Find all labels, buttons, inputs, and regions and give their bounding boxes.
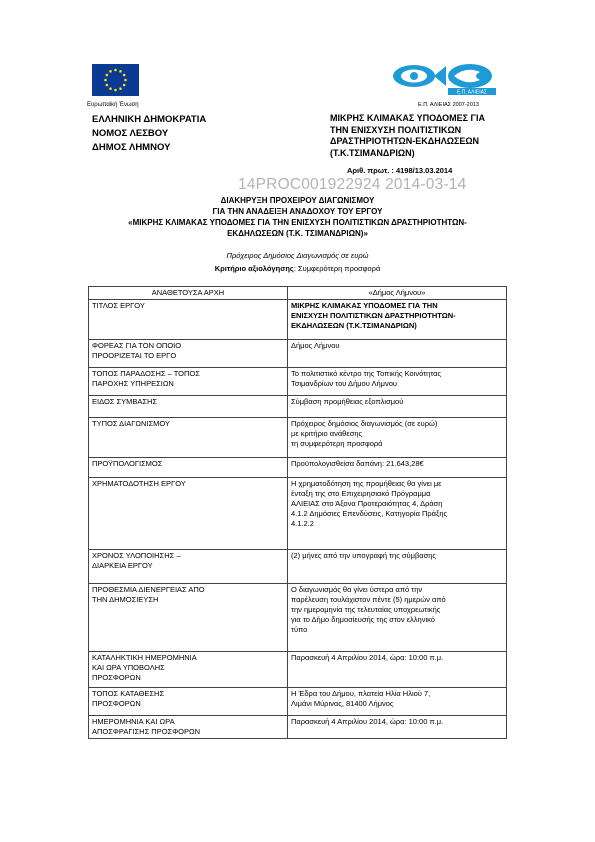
row-value-cell [288, 584, 507, 652]
row-value-line: Παρασκευή 4 Απριλίου 2014, ώρα: 10:00 π.μ. [291, 717, 444, 726]
tender-details-table [88, 286, 507, 739]
row-label-cell [89, 396, 288, 418]
logo-text: Ε.Π. ΑΛΙΕΙΑΣ [456, 89, 488, 96]
issuer-block [92, 113, 206, 155]
row-value-line: ΑΛΙΕΙΑΣ στο Άξονα Προτεραιότητας 4, Δράση [291, 499, 443, 508]
row-value-line: Τσιμανδρίων του Δήμου Λήμνου [291, 379, 398, 388]
row-value-cell [288, 396, 507, 418]
eu-star-icon [106, 84, 109, 87]
row-label-cell [89, 418, 288, 458]
header-label-cell: ΑΝΑΘΕΤΟΥΣΑ ΑΡΧΗ [89, 287, 288, 300]
document-title [90, 195, 505, 239]
table-row [89, 478, 507, 550]
project-title-line: ΤΗΝ ΕΝΙΣΧΥΣΗ ΠΟΛΙΤΙΣΤΙΚΩΝ [330, 124, 462, 135]
row-label-cell [89, 550, 288, 584]
row-value-line: Ο διαγωνισμός θα γίνει ύστερα από την [291, 585, 423, 594]
row-value-cell [288, 652, 507, 688]
row-value-line: παρέλευση τουλάχιστον πέντε (5) ημερών από [291, 595, 446, 604]
table-row [89, 688, 507, 716]
eu-star-icon [109, 87, 112, 90]
row-value-line: Δήμος Λήμνου [291, 341, 340, 350]
eu-star-icon [119, 70, 122, 73]
row-value-line: με κριτήριο ανάθεσης [291, 429, 363, 438]
row-value-line: την ημερομηνία της τελευταίας υποχρεωτικής [291, 605, 441, 614]
row-label-cell [89, 584, 288, 652]
row-value-line: ΜΙΚΡΗΣ ΚΛΙΜΑΚΑΣ ΥΠΟΔΟΜΕΣ ΓΙΑ ΤΗΝ [291, 301, 438, 310]
table-header-row [89, 287, 507, 300]
table-row [89, 418, 507, 458]
row-label-cell [89, 368, 288, 396]
title-line: ΕΚΔΗΛΩΣΕΩΝ (Τ.Κ. ΤΣΙΜΑΝΔΡΙΩΝ)» [227, 229, 368, 238]
eu-stars-icon [92, 64, 139, 96]
row-value-line: Το πολιτιστικό κέντρο της Τοπικής Κοινότητας [291, 369, 442, 378]
row-label-line: ΧΡΟΝΟΣ ΥΛΟΠΟΙΗΣΗΣ – [92, 551, 181, 560]
row-label-cell [89, 652, 288, 688]
row-label-line: ΧΡΗΜΑΤΟΔΟΤΗΣΗ ΕΡΓΟΥ [92, 479, 186, 488]
title-line: ΔΙΑΚΗΡΥΞΗ ΠΡΟΧΕΙΡΟΥ ΔΙΑΓΩΝΙΣΜΟΥ [220, 196, 375, 205]
row-label-cell [89, 458, 288, 478]
row-label-line: ΕΙΔΟΣ ΣΥΜΒΑΣΗΣ [92, 397, 158, 406]
row-label-line: ΑΠΟΣΦΡΑΓΙΣΗΣ ΠΡΟΣΦΟΡΩΝ [92, 727, 201, 736]
project-title-line: ΔΡΑΣΤΗΡΙΟΤΗΤΩΝ-ΕΚΔΗΛΩΣΕΩΝ [330, 136, 480, 146]
row-value-line: 4.1.2.2 [291, 519, 314, 528]
project-title-line: (Τ.Κ.ΤΣΙΜΑΝΔΡΙΩΝ) [330, 147, 415, 158]
table-row [89, 584, 507, 652]
table-row [89, 652, 507, 688]
row-label-line: ΠΡΟΣΦΟΡΩΝ [92, 673, 141, 682]
row-value-line: Παρασκευή 4 Απριλίου 2014, ώρα: 10:00 π.μ. [291, 653, 444, 662]
project-title-block [330, 113, 530, 159]
row-value-cell [288, 550, 507, 584]
row-value-line: ΕΝΙΣΧΥΣΗ ΠΟΛΙΤΙΣΤΙΚΩΝ ΔΡΑΣΤΗΡΙΟΤΗΤΩΝ- [291, 311, 456, 320]
table-row [89, 550, 507, 584]
eu-star-icon [109, 70, 112, 73]
row-value-line: Η χρηματοδότηση της προμήθειας θα γίνει με [291, 479, 442, 488]
row-value-line: Πρόχειρος δημόσιος διαγωνισμός (σε ευρώ) [291, 419, 438, 428]
header-value-cell: «Δήμος Λήμνου» [288, 287, 507, 300]
fisheries-programme-logo [388, 62, 498, 96]
row-value-cell [288, 368, 507, 396]
eu-star-icon [124, 79, 127, 82]
row-value-cell [288, 418, 507, 458]
row-label-line: ΤΥΠΟΣ ΔΙΑΓΩΝΙΣΜΟΥ [92, 419, 170, 428]
title-line: ΓΙΑ ΤΗΝ ΑΝΑΔΕΙΞΗ ΑΝΑΔΟΧΟΥ ΤΟΥ ΕΡΓΟΥ [212, 207, 383, 216]
row-label-line: ΔΙΑΡΚΕΙΑ ΕΡΓΟΥ [92, 561, 153, 570]
eu-star-icon [114, 89, 117, 92]
eu-star-icon [114, 69, 117, 72]
title-line: «ΜΙΚΡΗΣ ΚΛΙΜΑΚΑΣ ΥΠΟΔΟΜΕΣ ΓΙΑ ΤΗΝ ΕΝΙΣΧΥΣΗ ΠΟΛΙΤΙΣΤΙΚΩΝ ΔΡΑΣΤΗΡΙΟΤΗΤΩΝ- [128, 218, 467, 227]
protocol-number: Αριθ. πρωτ. : 4198/13.03.2014 [347, 166, 453, 175]
row-label-cell [89, 340, 288, 368]
eu-caption: Ευρωπαϊκή Ένωση [87, 102, 139, 108]
eu-star-icon [123, 74, 126, 77]
logo-caption: Ε.Π. ΑΛΙΕΙΑΣ 2007-2013 [418, 102, 479, 108]
tender-type-subtitle: Πρόχειρος Δημόσιος Διαγωνισμός σε ευρώ [226, 251, 369, 260]
row-value-line: Η Έδρα του Δήμου, πλατεία Ηλία Ηλιού 7, [291, 689, 431, 698]
row-label-line: ΚΑΙ ΩΡΑ ΥΠΟΒΟΛΗΣ [92, 663, 165, 672]
row-value-cell [288, 300, 507, 340]
row-value-line: τύπο [291, 625, 308, 634]
eu-star-icon [104, 79, 107, 82]
row-label-cell [89, 478, 288, 550]
row-value-cell [288, 688, 507, 716]
eu-star-icon [123, 84, 126, 87]
criterion-line [90, 264, 505, 273]
row-label-cell [89, 688, 288, 716]
table-row [89, 396, 507, 418]
row-value-line: για το Δήμο δημοσίευσής της στον ελληνικό [291, 615, 435, 624]
row-value-cell [288, 478, 507, 550]
row-label-line: ΤΙΤΛΟΣ ΕΡΓΟΥ [92, 301, 145, 310]
table-row [89, 368, 507, 396]
row-value-line: 4.1.2 Δημόσιες Επενδύσεις, Κατηγορία Πράξης [291, 509, 448, 518]
table-row [89, 340, 507, 368]
row-label-line: ΠΑΡΟΧΗΣ ΥΠΗΡΕΣΙΩΝ [92, 379, 174, 388]
row-label-line: ΠΡΟΘΕΣΜΙΑ ΔΙΕΝΕΡΓΕΙΑΣ ΑΠΟ [92, 585, 205, 594]
fish-logo-icon [388, 62, 498, 96]
row-label-line: ΦΟΡΕΑΣ ΓΙΑ ΤΟΝ ΟΠΟΙΟ [92, 341, 182, 350]
eu-star-icon [106, 74, 109, 77]
table-row [89, 300, 507, 340]
row-value-line: Προϋπολογισθείσα δαπάνη: 21.643,28€ [291, 459, 424, 468]
row-value-line: Λιμάνι Μύρινας, 81400 Λήμνος [291, 699, 394, 708]
row-label-cell [89, 716, 288, 739]
row-value-line: ένταξη της στο Επιχειρησιακό Πρόγραμμα [291, 489, 431, 498]
row-label-cell [89, 300, 288, 340]
table-row [89, 716, 507, 739]
row-label-line: ΤΟΠΟΣ ΠΑΡΑΔΟΣΗΣ – ΤΟΠΟΣ [92, 369, 200, 378]
criterion-value: : Συμφερότερη προσφορά [293, 264, 381, 273]
issuer-line: ΝΟΜΟΣ ΛΕΣΒΟΥ [92, 128, 169, 139]
eu-flag-logo [92, 64, 139, 96]
row-label-line: ΠΡΟΣΦΟΡΩΝ [92, 699, 141, 708]
row-value-cell [288, 458, 507, 478]
row-value-cell [288, 340, 507, 368]
row-value-line: τη συμφερότερη προσφορά [291, 439, 383, 448]
row-label-line: ΤΟΠΟΣ ΚΑΤΑΘΕΣΗΣ [92, 689, 165, 698]
row-value-cell [288, 716, 507, 739]
row-label-line: ΗΜΕΡΟΜΗΝΙΑ ΚΑΙ ΩΡΑ [92, 717, 175, 726]
row-label-line: ΠΡΟΫΠΟΛΟΓΙΣΜΟΣ [92, 459, 163, 468]
row-label-line: ΤΗΝ ΔΗΜΟΣΙΕΥΣΗ [92, 595, 159, 604]
criterion-label: Κριτήριο αξιολόγησης [214, 264, 294, 273]
row-value-line: (2) μήνες από την υπογραφή της σύμβασης [291, 551, 437, 560]
issuer-line: ΕΛΛΗΝΙΚΗ ΔΗΜΟΚΡΑΤΙΑ [92, 114, 207, 125]
row-value-line: Σύμβαση προμήθειας εξοπλισμού [291, 397, 404, 406]
project-title-line: ΜΙΚΡΗΣ ΚΛΙΜΑΚΑΣ ΥΠΟΔΟΜΕΣ ΓΙΑ [330, 113, 485, 123]
row-label-line: ΚΑΤΑΛΗΚΤΙΚΗ ΗΜΕΡΟΜΗΝΙΑ [92, 653, 197, 662]
row-label-line: ΠΡΟΟΡΙΖΕΤΑΙ ΤΟ ΕΡΓΟ [92, 351, 177, 360]
registry-stamp: 14PROC001922924 2014-03-14 [238, 176, 467, 193]
row-value-line: ΕΚΔΗΛΩΣΕΩΝ (Τ.Κ.ΤΣΙΜΑΝΔΡΙΩΝ) [291, 321, 417, 330]
table-row [89, 458, 507, 478]
eu-star-icon [119, 87, 122, 90]
issuer-line: ΔΗΜΟΣ ΛΗΜΝΟΥ [92, 142, 171, 153]
